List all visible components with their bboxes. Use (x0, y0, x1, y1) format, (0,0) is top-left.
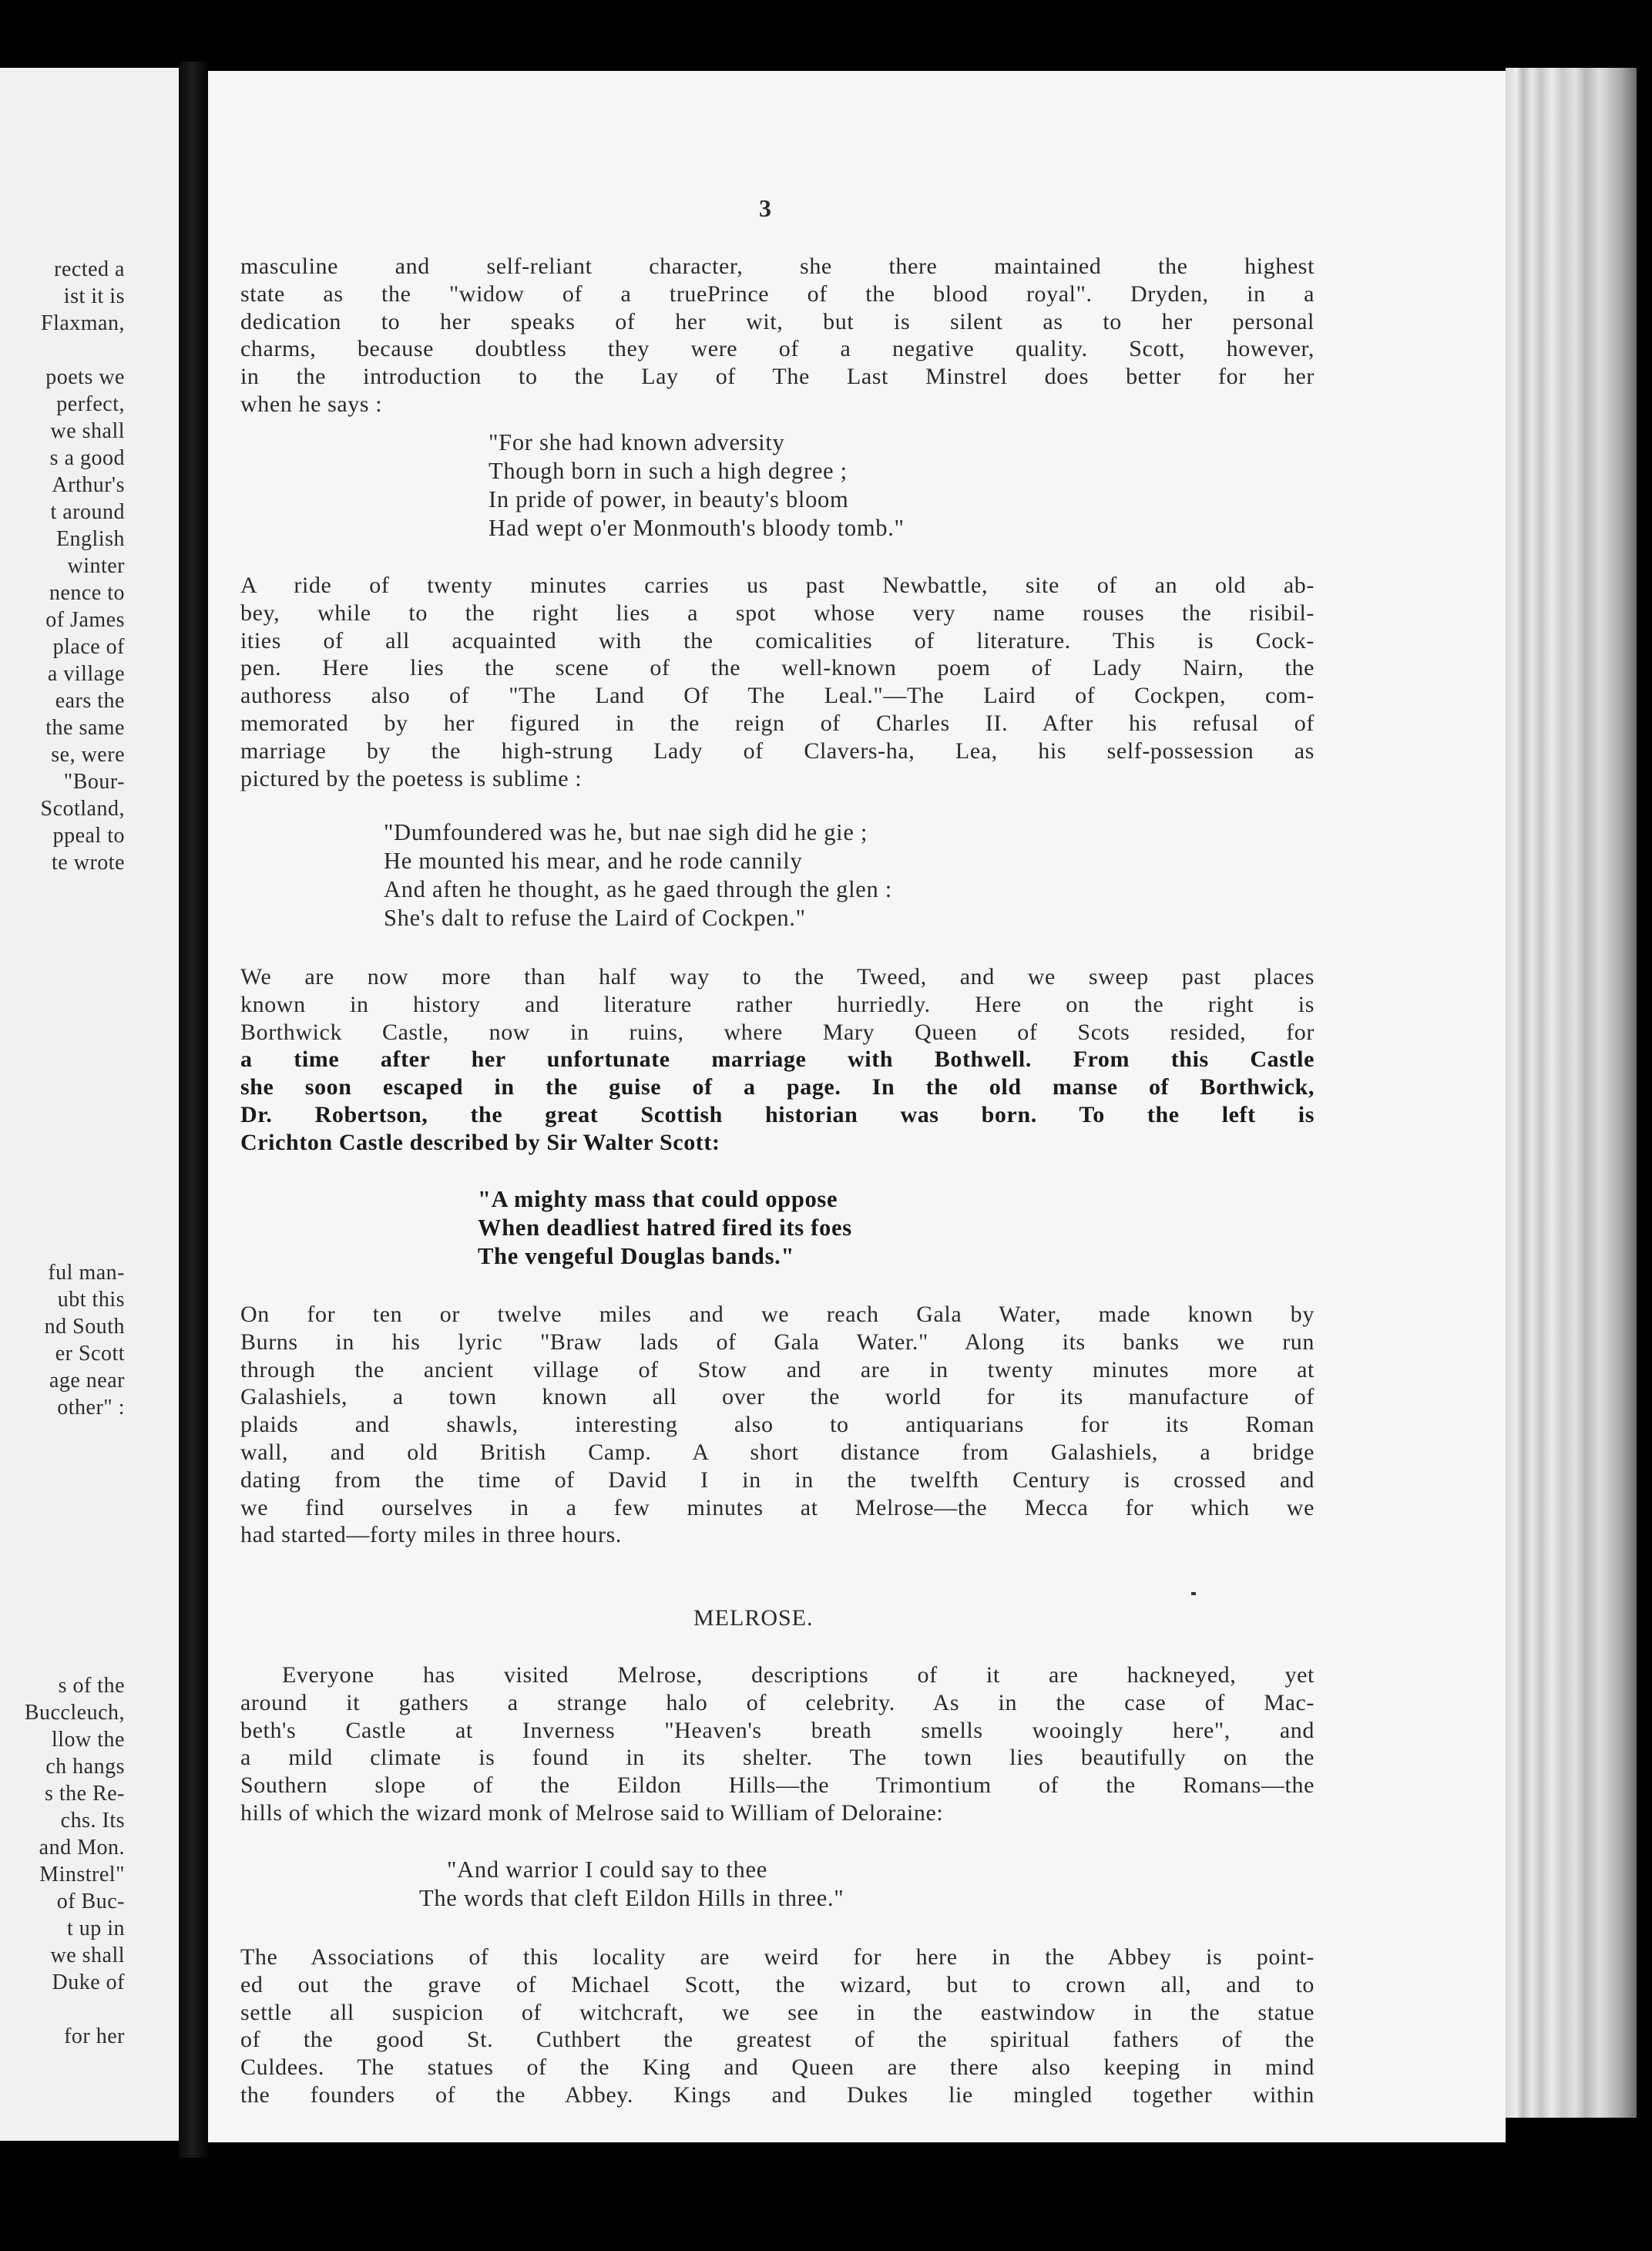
previous-page-text-bottom: s of the Buccleuch, llow the ch hangs s the Re- chs. Its and Mon. Minstrel" of Buc- t up in we shall Duke of for her (24, 1674, 125, 2048)
book-gutter (179, 62, 208, 2158)
ink-speck (1191, 1592, 1196, 1595)
page-edges (1506, 68, 1637, 2118)
verse-cockpen: "Dumfoundered was he, but nae sigh did he gie ; He mounted his mear, and he rode cannily And aften he thought, as he gaed through the glen : She's dalt to refuse the Laird of Cockpen." (384, 819, 892, 931)
page-number: 3 (759, 194, 771, 222)
paragraph-5: Everyone has visited Melrose, descriptions of it are hackneyed, yet around it gathers a strange halo of celebrity. As in the case of Mac- beth's Castle at Inverness "Heaven's breath smells wooingly here", and a mild climate is found in its shelter. The town lies beautifully on the Southern slope of the Eildon Hills—the Trimontium of the Romans—the hills of which the wizard monk of Melrose said to William of Deloraine: (240, 1662, 1315, 1826)
previous-page (0, 68, 179, 2141)
paragraph-6: The Associations of this locality are weird for here in the Abbey is point- ed out the grave of Michael Scott, the wizard, but to crown all, and to settle all suspicion of witchcraft, we see in the eastwindow in the statue of the good St. Cuthbert the greatest of the spiritual fathers of the Culdees. The statues of the King and Queen are there also keeping in mind the founders of the Abbey. Kings and Dukes lie mingled together within (240, 1944, 1315, 2108)
paragraph-4: On for ten or twelve miles and we reach Gala Water, made known by Burns in his lyric "Braw lads of Gala Water." Along its banks we run through the ancient village of Stow and are in twenty minutes more at Galashiels, a town known all over the world for its manufacture of plaids and shawls, interesting also to antiquarians for its Roman wall, and old British Camp. A short distance from Galashiels, a bridge dating from the time of David I in in the twelfth Century is crossed and we find ourselves in a few minutes at Melrose—the Mecca for which we had started—forty miles in three hours. (240, 1302, 1315, 1548)
previous-page-text-top: rected a ist it is Flaxman, poets we perfect, we shall s a good Arthur's t around English winter nence to of James place of a village ears the the same se, were "Bour- Scotland, ppeal to te wrote (40, 257, 125, 875)
section-heading: MELROSE. (693, 1605, 814, 1631)
verse-douglas: "A mighty mass that could oppose When deadliest hatred fired its foes The vengeful Douglas bands." (478, 1186, 852, 1269)
verse-eildon: "And warrior I could say to thee The words that cleft Eildon Hills in three." (419, 1856, 844, 1911)
paragraph-3: We are now more than half way to the Tweed, and we sweep past places known in history and literature rather hurriedly. Here on the right is Borthwick Castle, now in ruins, where Mary Queen of Scots resided, for a time after her unfortunate marriage with Bothwell. From this Castle she soon escaped in the guise of a page. In the old manse of Borthwick, Dr. Robertson, the great Scottish historian was born. To the left is Crichton Castle described by Sir Walter Scott: (240, 964, 1315, 1155)
verse-adversity: "For she had known adversity Though born in such a high degree ; In pride of power, in beauty's bloom Had wept o'er Monmouth's bloody tomb." (489, 429, 905, 541)
previous-page-text-middle: ful man- ubt this nd South er Scott age near other" : (44, 1261, 125, 1419)
paragraph-1: masculine and self-reliant character, she there maintained the highest state as the "widow of a truePrince of the blood royal". Dryden, in a dedication to her speaks of her wit, but is silent as to her personal charms, because doubtless they were of a negative quality. Scott, however, in the introduction to the Lay of The Last Minstrel does better for her when he says : (240, 254, 1315, 417)
paragraph-2: A ride of twenty minutes carries us past Newbattle, site of an old ab- bey, while to the right lies a spot whose very name rouses the risibil- ities of all acquainted with the comicalities of literature. This is Cock- pen. Here lies the scene of the well-known poem of Lady Nairn, the authoress also of "The Land Of The Leal."—The Laird of Cockpen, com- memorated by her figured in the reign of Charles II. After his refusal of marriage by the high-strung Lady of Clavers-ha, Lea, his self-possession as pictured by the poetess is sublime : (240, 573, 1315, 791)
